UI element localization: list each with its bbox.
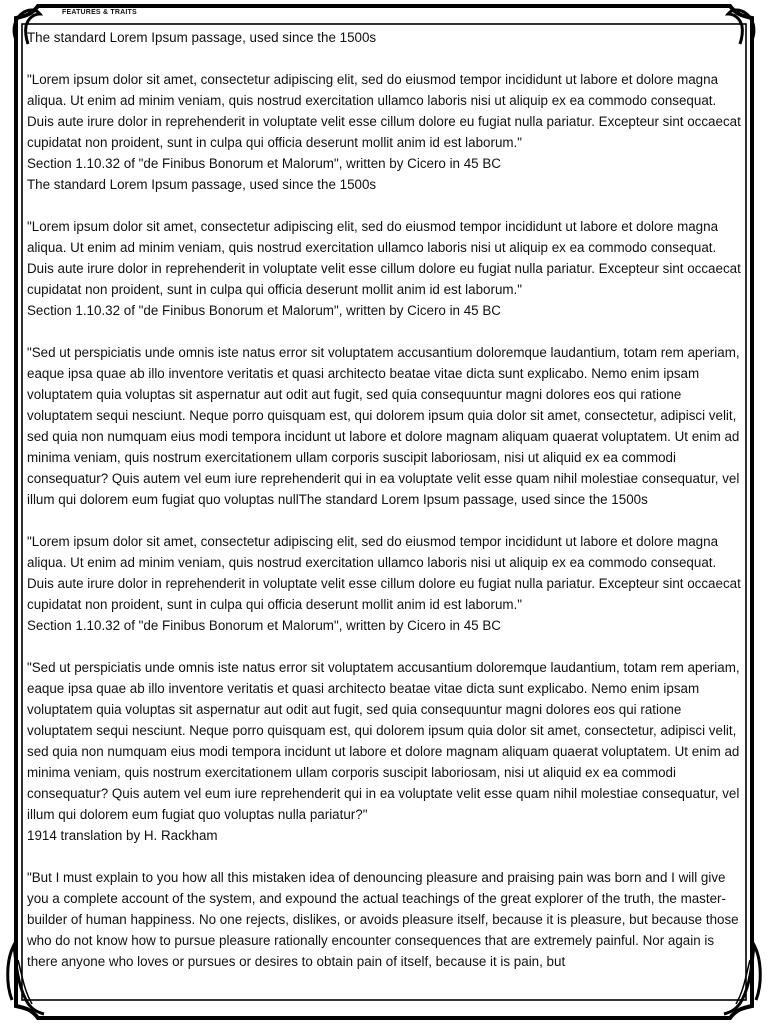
paragraph: The standard Lorem Ipsum passage, used since the 1500s <box>27 177 377 192</box>
paragraph-gap <box>27 846 745 867</box>
page-header-title: FEATURES & TRAITS <box>62 9 137 16</box>
paragraph: Section 1.10.32 of "de Finibus Bonorum et Malorum", written by Cicero in 45 BC <box>27 156 501 171</box>
paragraph: "Lorem ipsum dolor sit amet, consectetur adipiscing elit, sed do eiusmod tempor incididunt ut labore et dolore magna aliqua. Ut enim ad minim veniam, quis nostrud exercitation ullamco laboris nisi ut aliquip ex ea commodo consequat. Duis aute irure dolor in reprehenderit in voluptate velit esse cillum dolore eu fugiat nulla pariatur. Excepteur sint occaecat cupidatat non proident, sunt in culpa qui officia deserunt mollit anim id est laborum." <box>27 72 745 150</box>
paragraph: The standard Lorem Ipsum passage, used since the 1500s <box>27 30 377 45</box>
paragraph: "But I must explain to you how all this mistaken idea of denouncing pleasure and praising pain was born and I will give you a complete account of the system, and expound the actual teachings of the great explorer of the truth, the master-builder of human happiness. No one rejects, dislikes, or avoids pleasure itself, because it is pleasure, but because those who do not know how to pursue pleasure rationally encounter consequences that are extremely painful. Nor again is there anyone who loves or pursues or desires to obtain pain of itself, because it is pain, but <box>27 870 743 969</box>
paragraph: 1914 translation by H. Rackham <box>27 828 218 843</box>
paragraph-gap <box>27 48 745 69</box>
paragraph: Section 1.10.32 of "de Finibus Bonorum et Malorum", written by Cicero in 45 BC <box>27 303 501 318</box>
paragraph: "Lorem ipsum dolor sit amet, consectetur adipiscing elit, sed do eiusmod tempor incididunt ut labore et dolore magna aliqua. Ut enim ad minim veniam, quis nostrud exercitation ullamco laboris nisi ut aliquip ex ea commodo consequat. Duis aute irure dolor in reprehenderit in voluptate velit esse cillum dolore eu fugiat nulla pariatur. Excepteur sint occaecat cupidatat non proident, sunt in culpa qui officia deserunt mollit anim id est laborum." <box>27 219 745 297</box>
document-body <box>27 27 745 997</box>
paragraph: "Sed ut perspiciatis unde omnis iste natus error sit voluptatem accusantium doloremque laudantium, totam rem aperiam, eaque ipsa quae ab illo inventore veritatis et quasi architecto beatae vitae dicta sunt explicabo. Nemo enim ipsam voluptatem quia voluptas sit aspernatur aut odit aut fugit, sed quia consequuntur magni dolores eos qui ratione voluptatem sequi nesciunt. Neque porro quisquam est, qui dolorem ipsum quia dolor sit amet, consectetur, adipisci velit, sed quia non numquam eius modi tempora incidunt ut labore et dolore magnam aliquam quaerat voluptatem. Ut enim ad minima veniam, quis nostrum exercitationem ullam corporis suscipit laboriosam, nisi ut aliquid ex ea commodi consequatur? Quis autem vel eum iure reprehenderit qui in ea voluptate velit esse quam nihil molestiae consequatur, vel illum qui dolorem eum fugiat quo voluptas nullThe standard Lorem Ipsum passage, used since the 1500s <box>27 345 744 507</box>
paragraph-gap <box>27 321 745 342</box>
paragraph-gap <box>27 510 745 531</box>
paragraph: "Sed ut perspiciatis unde omnis iste natus error sit voluptatem accusantium doloremque laudantium, totam rem aperiam, eaque ipsa quae ab illo inventore veritatis et quasi architecto beatae vitae dicta sunt explicabo. Nemo enim ipsam voluptatem quia voluptas sit aspernatur aut odit aut fugit, sed quia consequuntur magni dolores eos qui ratione voluptatem sequi nesciunt. Neque porro quisquam est, qui dolorem ipsum quia dolor sit amet, consectetur, adipisci velit, sed quia non numquam eius modi tempora incidunt ut labore et dolore magnam aliquam quaerat voluptatem. Ut enim ad minima veniam, quis nostrum exercitationem ullam corporis suscipit laboriosam, nisi ut aliquid ex ea commodi consequatur? Quis autem vel eum iure reprehenderit qui in ea voluptate velit esse quam nihil molestiae consequatur, vel illum qui dolorem eum fugiat quo voluptas nulla pariatur?" <box>27 660 744 822</box>
paragraph-gap <box>27 195 745 216</box>
paragraph-gap <box>27 636 745 657</box>
paragraph: "Lorem ipsum dolor sit amet, consectetur adipiscing elit, sed do eiusmod tempor incididunt ut labore et dolore magna aliqua. Ut enim ad minim veniam, quis nostrud exercitation ullamco laboris nisi ut aliquip ex ea commodo consequat. Duis aute irure dolor in reprehenderit in voluptate velit esse cillum dolore eu fugiat nulla pariatur. Excepteur sint occaecat cupidatat non proident, sunt in culpa qui officia deserunt mollit anim id est laborum." <box>27 534 745 612</box>
paragraph: Section 1.10.32 of "de Finibus Bonorum et Malorum", written by Cicero in 45 BC <box>27 618 501 633</box>
